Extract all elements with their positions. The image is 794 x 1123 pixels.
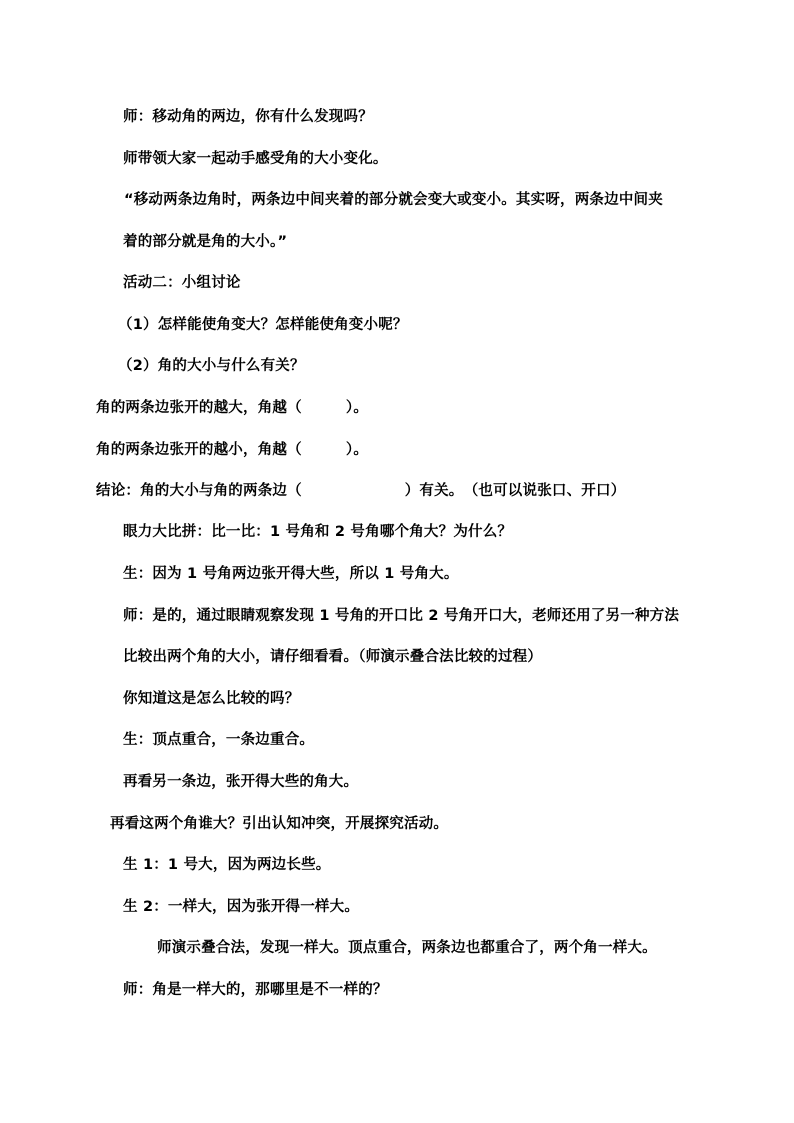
text-line-7: （2）角的大小与什么有关？ (118, 358, 305, 374)
text-line-11: 眼力大比拼：比一比：1 号角和 2 号角哪个角大？为什么？ (123, 524, 513, 540)
text-line-1: 师：移动角的两边，你有什么发现吗？ (123, 109, 373, 125)
text-line-21: 师演示叠合法，发现一样大。顶点重合，两条边也都重合了，两个角一样大。 (157, 940, 657, 956)
text-line-16: 生：顶点重合，一条边重合。 (123, 732, 315, 748)
text-line-12: 生：因为 1 号角两边张开得大些，所以 1 号角大。 (123, 566, 459, 582)
text-line-20: 生 2：一样大，因为张开得一样大。 (123, 899, 360, 915)
text-line-4: 着的部分就是角的大小。” (123, 234, 288, 250)
text-line-2: 师带领大家一起动手感受角的大小变化。 (123, 151, 388, 167)
text-line-3: “移动两条边角时，两条边中间夹着的部分就会变大或变小。其实呀，两条边中间夹 (124, 192, 663, 208)
text-line-22: 师：角是一样大的，那哪里是不一样的？ (123, 982, 388, 998)
text-line-17: 再看另一条边，张开得大些的角大。 (123, 774, 359, 790)
text-line-9: 角的两条边张开的越小，角越（ ）。 (96, 442, 369, 458)
text-line-5: 活动二：小组讨论 (123, 275, 241, 291)
text-line-6: （1）怎样能使角变大？怎样能使角变小呢？ (118, 317, 408, 333)
text-line-13: 师：是的，通过眼睛观察发现 1 号角的开口比 2 号角开口大，老师还用了另一种方法 (123, 608, 680, 624)
text-line-8: 角的两条边张开的越大，角越（ ）。 (96, 400, 369, 416)
text-line-18: 再看这两个角谁大？引出认知冲突，开展探究活动。 (110, 816, 449, 832)
text-line-15: 你知道这是怎么比较的吗？ (123, 691, 300, 707)
text-line-10: 结论：角的大小与角的两条边（ ）有关。 （也可以说张口、开口） (96, 483, 626, 499)
text-line-14: 比较出两个角的大小，请仔细看看。（师演示叠合法比较的过程） (123, 649, 543, 665)
text-line-19: 生 1：1 号大，因为两边长些。 (123, 857, 331, 873)
